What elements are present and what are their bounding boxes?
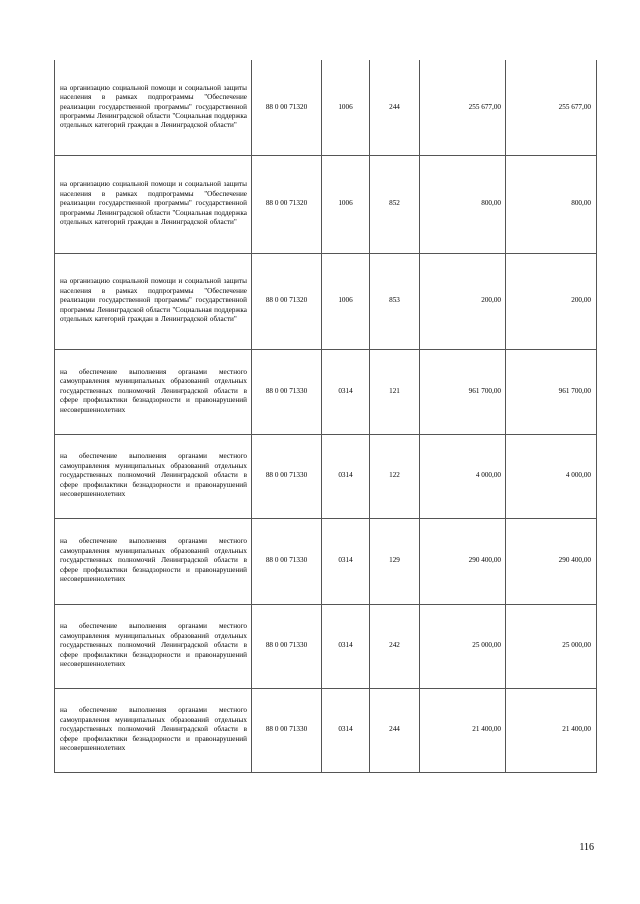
row-amount-1: 25 000,00: [420, 604, 506, 688]
table-row: [55, 604, 597, 688]
row-description: на обеспечение выполнения органами местного самоуправления муниципальных образований отдельных государственных полномочий Ленинградской области в сфере профилактики безнадзорности и правонарушений несовершеннолетних: [55, 349, 252, 434]
budget-table-body: [55, 60, 597, 772]
row-expense-type: 244: [370, 60, 420, 155]
row-section: 1006: [322, 155, 370, 253]
row-amount-1: 255 677,00: [420, 60, 506, 155]
row-description: на обеспечение выполнения органами местного самоуправления муниципальных образований отдельных государственных полномочий Ленинградской области в сфере профилактики безнадзорности и правонарушений несовершеннолетних: [55, 688, 252, 772]
row-expense-type: 242: [370, 604, 420, 688]
row-description: на обеспечение выполнения органами местного самоуправления муниципальных образований отдельных государственных полномочий Ленинградской области в сфере профилактики безнадзорности и правонарушений несовершеннолетних: [55, 604, 252, 688]
table-row: [55, 434, 597, 518]
row-target-article: 88 0 00 71320: [252, 60, 322, 155]
row-amount-2: 4 000,00: [506, 434, 597, 518]
row-target-article: 88 0 00 71330: [252, 434, 322, 518]
row-section: 0314: [322, 434, 370, 518]
table-row: [55, 155, 597, 253]
row-amount-2: 800,00: [506, 155, 597, 253]
row-amount-1: 961 700,00: [420, 349, 506, 434]
row-description: на обеспечение выполнения органами местного самоуправления муниципальных образований отдельных государственных полномочий Ленинградской области в сфере профилактики безнадзорности и правонарушений несовершеннолетних: [55, 434, 252, 518]
row-expense-type: 122: [370, 434, 420, 518]
row-section: 0314: [322, 604, 370, 688]
row-expense-type: 129: [370, 518, 420, 604]
page-number: 116: [579, 842, 594, 853]
row-amount-2: 961 700,00: [506, 349, 597, 434]
row-section: 1006: [322, 60, 370, 155]
table-row: [55, 518, 597, 604]
row-target-article: 88 0 00 71330: [252, 688, 322, 772]
row-target-article: 88 0 00 71330: [252, 518, 322, 604]
row-section: 0314: [322, 688, 370, 772]
row-description: на организацию социальной помощи и социальной защиты населения в рамках подпрограммы "Обеспечение реализации государственной программы" государственной программы Ленинградской области "Социальная поддержка отдельных категорий граждан в Ленинградской области": [55, 60, 252, 155]
table-row: [55, 688, 597, 772]
table-row: [55, 60, 597, 155]
row-amount-1: 4 000,00: [420, 434, 506, 518]
row-expense-type: 244: [370, 688, 420, 772]
row-expense-type: 853: [370, 253, 420, 349]
row-amount-2: 290 400,00: [506, 518, 597, 604]
row-amount-1: 290 400,00: [420, 518, 506, 604]
row-expense-type: 121: [370, 349, 420, 434]
row-amount-2: 200,00: [506, 253, 597, 349]
row-amount-1: 800,00: [420, 155, 506, 253]
table-row: [55, 253, 597, 349]
row-target-article: 88 0 00 71330: [252, 604, 322, 688]
row-description: на организацию социальной помощи и социальной защиты населения в рамках подпрограммы "Обеспечение реализации государственной программы" государственной программы Ленинградской области "Социальная поддержка отдельных категорий граждан в Ленинградской области": [55, 253, 252, 349]
row-target-article: 88 0 00 71320: [252, 253, 322, 349]
row-description: на обеспечение выполнения органами местного самоуправления муниципальных образований отдельных государственных полномочий Ленинградской области в сфере профилактики безнадзорности и правонарушений несовершеннолетних: [55, 518, 252, 604]
row-section: 1006: [322, 253, 370, 349]
row-amount-1: 200,00: [420, 253, 506, 349]
row-amount-2: 255 677,00: [506, 60, 597, 155]
row-expense-type: 852: [370, 155, 420, 253]
row-section: 0314: [322, 518, 370, 604]
row-target-article: 88 0 00 71330: [252, 349, 322, 434]
row-target-article: 88 0 00 71320: [252, 155, 322, 253]
row-amount-1: 21 400,00: [420, 688, 506, 772]
row-description: на организацию социальной помощи и социальной защиты населения в рамках подпрограммы "Обеспечение реализации государственной программы" государственной программы Ленинградской области "Социальная поддержка отдельных категорий граждан в Ленинградской области": [55, 155, 252, 253]
row-amount-2: 25 000,00: [506, 604, 597, 688]
budget-table: [54, 60, 597, 773]
row-amount-2: 21 400,00: [506, 688, 597, 772]
row-section: 0314: [322, 349, 370, 434]
table-row: [55, 349, 597, 434]
